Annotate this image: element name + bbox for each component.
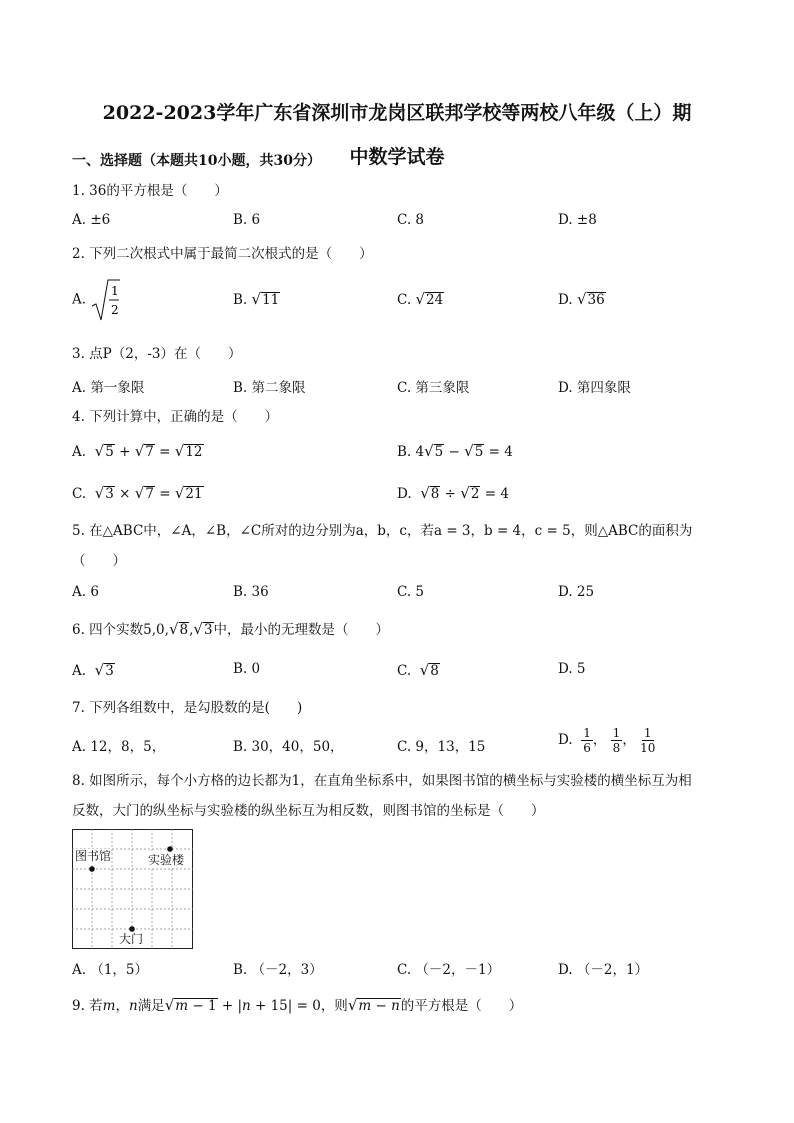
- q2-option-b-label: B.: [233, 292, 248, 308]
- q4-option-d-label: D.: [397, 486, 412, 502]
- q1-option-b: B. 6: [233, 212, 261, 228]
- q7-option-a: A. 12，8，5，: [72, 739, 166, 755]
- q6-stem-prefix: 6. 四个实数5,0,: [72, 622, 169, 638]
- q8-option-a: A. （1，5）: [72, 962, 149, 978]
- question-7-stem: 7. 下列各组数中，是勾股数的是( ): [72, 700, 303, 716]
- q5-option-d: D. 25: [558, 584, 595, 600]
- sqrt-half-denominator: 2: [111, 303, 119, 317]
- q6-option-c-label: C.: [397, 663, 412, 679]
- q2-option-d: D. √36: [558, 290, 605, 308]
- q7-option-d: D. $\frac{1}{6}$ ， $\frac{1}{8}$ ， $\frac{1}{10}$: [558, 726, 656, 755]
- q4-option-d: D. √8 ÷ √2 = 4: [397, 484, 509, 502]
- question-8-stem-line1: 8. 如图所示，每个小方格的边长都为1，在直角坐标系中，如果图书馆的横坐标与实验楼的横坐标互为相: [72, 773, 692, 789]
- q3-option-d: D. 第四象限: [558, 380, 631, 396]
- question-9-stem: 9. 若m，n满足√m − 1 + |n + 15| = 0，则√m − n的平方根是（ ）: [72, 996, 523, 1014]
- q4-option-b: B. 4√5 − √5 = 4: [397, 442, 513, 460]
- q6-option-c: C. √8: [397, 661, 439, 679]
- q8-option-b: B. （－2，3）: [233, 962, 323, 978]
- sqrt-half: [90, 278, 120, 322]
- q8-option-d: D. （－2，1）: [558, 962, 649, 978]
- q2-option-a: [72, 278, 120, 322]
- q2-option-c-radicand: 24: [426, 292, 444, 308]
- q4-option-a-label: A.: [72, 444, 87, 460]
- q9-stem-mid: 满足: [137, 998, 165, 1014]
- question-5-stem-cont: （ ）: [72, 553, 126, 569]
- q7-option-c: C. 9，13，15: [397, 739, 486, 755]
- exam-title-line1: 2022-2023学年广东省深圳市龙岗区联邦学校等两校八年级（上）期: [102, 102, 692, 124]
- q5-option-c: C. 5: [397, 584, 425, 600]
- q2-option-b-radicand: 11: [262, 292, 280, 308]
- q2-option-d-radicand: 36: [587, 292, 605, 308]
- question-8-stem-line2: 反数，大门的纵坐标与实验楼的纵坐标互为相反数，则图书馆的坐标是（ ）: [72, 803, 545, 819]
- q7-option-b: B. 30，40，50，: [233, 739, 344, 755]
- q2-option-b: B. √11: [233, 290, 280, 308]
- label-gate: 大门: [119, 932, 144, 946]
- q6-option-a: A. √3: [72, 661, 114, 679]
- q7-option-d-label: D.: [558, 732, 573, 748]
- q3-option-c: C. 第三象限: [397, 380, 470, 396]
- grid-lines: [72, 829, 193, 949]
- sqrt-half-numerator: 1: [111, 284, 119, 298]
- q4-option-a: A. √5 + √7 = √12: [72, 442, 203, 460]
- q4-option-c-label: C.: [72, 486, 87, 502]
- q1-option-d: D. ±8: [558, 212, 597, 228]
- q6-option-b: B. 0: [233, 661, 261, 677]
- question-2-stem: 2. 下列二次根式中属于最简二次根式的是（ ）: [72, 246, 373, 262]
- question-3-stem: 3. 点P（2，-3）在（ ）: [72, 346, 242, 362]
- q2-option-c: C. √24: [397, 290, 444, 308]
- q9-stem-suffix: 的平方根是（ ）: [400, 998, 523, 1014]
- exam-title-line2: 中数学试卷: [349, 146, 445, 168]
- q5-option-b: B. 36: [233, 584, 269, 600]
- question-4-stem: 4. 下列计算中，正确的是（ ）: [72, 409, 279, 425]
- question-1-stem: 1. 36的平方根是（ ）: [72, 183, 228, 199]
- q4-option-c: C. √3 × √7 = √21: [72, 484, 203, 502]
- q3-option-b: B. 第二象限: [233, 380, 306, 396]
- question-5-stem: 5. 在△ABC中，∠A，∠B，∠C所对的边分别为a，b，c，若a = 3，b = 4，c = 5，则△ABC的面积为: [72, 523, 693, 539]
- q2-option-c-label: C.: [397, 292, 412, 308]
- q5-option-a: A. 6: [72, 584, 99, 600]
- q1-option-a: A. ±6: [72, 212, 111, 228]
- section-heading: 一、选择题（本题共10小题，共30分）: [72, 153, 321, 169]
- q9-stem-prefix: 9. 若: [72, 998, 103, 1014]
- q9-stem-mid2: ，则: [320, 998, 348, 1014]
- q6-stem-suffix: 中，最小的无理数是（ ）: [213, 622, 390, 638]
- q8-option-c: C. （－2，－1）: [397, 962, 501, 978]
- grid-figure: [72, 829, 193, 949]
- q6-option-d: D. 5: [558, 661, 586, 677]
- label-lab-building: 实验楼: [148, 853, 185, 867]
- q2-option-d-label: D.: [558, 292, 573, 308]
- q4-option-b-label: B. 4: [397, 444, 425, 460]
- label-library: 图书馆: [75, 849, 112, 863]
- q2-option-a-label: A.: [72, 291, 87, 308]
- question-6-stem: 6. 四个实数5,0,√8,√3中，最小的无理数是（ ）: [72, 620, 390, 638]
- q1-option-c: C. 8: [397, 212, 425, 228]
- q6-option-a-label: A.: [72, 663, 87, 679]
- q3-option-a: A. 第一象限: [72, 380, 145, 396]
